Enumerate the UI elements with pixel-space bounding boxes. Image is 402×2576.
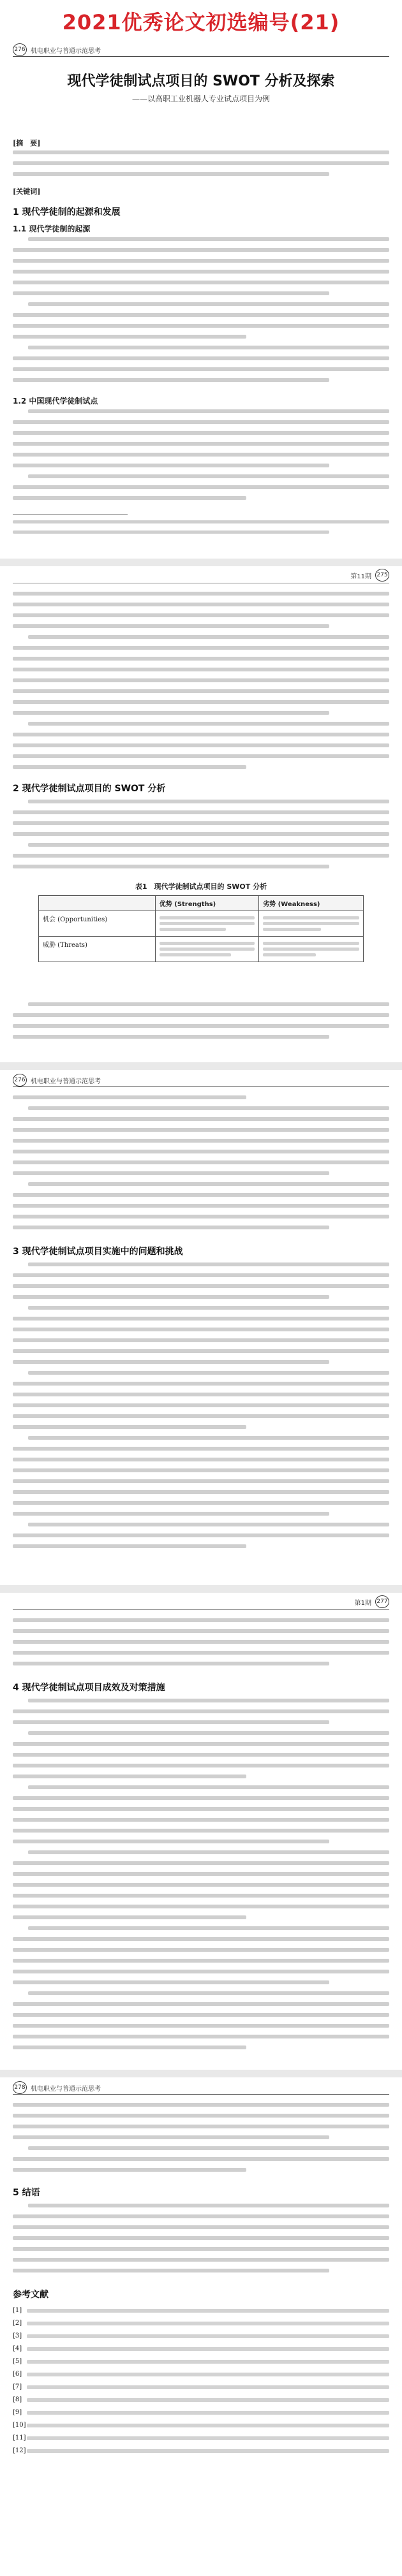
table-caption: 表1 现代学徒制试点项目的 SWOT 分析 [135,882,267,891]
running-head [13,42,389,57]
reference-item: [3] [13,2331,389,2341]
paragraph [13,1699,389,2056]
page-separator [0,1585,402,1593]
subsection-heading: 1.1 现代学徒制的起源 [13,224,91,233]
running-head [13,1595,389,1608]
paragraph [13,800,389,875]
reference-item: [1] [13,2306,389,2316]
swot-matrix [38,895,364,962]
page-number: 277 [375,1595,389,1608]
table-cell [155,937,258,962]
reference-item: [11] [13,2433,389,2443]
page-number: 276 [13,43,27,56]
paragraph [13,1262,389,1555]
journal-name: 机电职业与普通示范思考 [31,2086,101,2093]
table-cell [155,911,258,937]
abstract [13,138,389,149]
issue-label: 第11期 [350,573,371,580]
section-heading: 5 结语 [13,2188,40,2198]
table-header-corner [39,896,156,911]
page-3 [13,1072,389,1583]
table-header-weakness: 劣势 (Weakness) [259,896,364,911]
paragraph [13,1002,389,1046]
table-row [39,937,364,962]
page-separator [0,559,402,566]
article-subtitle: ——以高职工业机器人专业试点项目为例 [131,94,270,103]
running-head [13,569,389,582]
reference-item: [7] [13,2382,389,2392]
reference-item: [8] [13,2395,389,2405]
paragraph [13,2204,389,2280]
reference-list [13,2306,389,2459]
keywords [13,186,389,197]
abstract-label: [摘 要] [13,139,41,147]
footnote [13,520,389,541]
swot-table [38,881,364,962]
reference-item: [9] [13,2408,389,2418]
section-heading: 2 现代学徒制试点项目的 SWOT 分析 [13,784,166,794]
page-number: 276 [13,1074,27,1087]
subsection-heading: 1.2 中国现代学徒制试点 [13,397,98,406]
running-head [13,1072,389,1087]
row-label-opportunities: 机会 (Opportunities) [39,911,156,937]
journal-name: 机电职业与普通示范思考 [31,48,101,55]
article-title: 现代学徒制试点项目的 SWOT 分析及探索 [67,73,335,89]
page-2 [13,569,389,1060]
page-5 [13,2080,389,2571]
references-heading: 参考文献 [13,2290,48,2300]
reference-item: [10] [13,2420,389,2431]
table-header-strengths: 优势 (Strengths) [155,896,258,911]
section-heading: 4 现代学徒制试点项目成效及对策措施 [13,1683,165,1693]
paragraph [13,592,389,776]
reference-item: [4] [13,2344,389,2354]
page-number: 275 [375,569,389,582]
journal-name: 机电职业与普通示范思考 [31,1078,101,1085]
reference-item: [5] [13,2357,389,2367]
paragraph [13,237,389,389]
keywords-label: [关键词] [13,187,41,196]
page-4 [13,1595,389,2067]
header-rule [13,1609,389,1610]
paragraph [13,409,389,507]
page-separator [0,1062,402,1070]
row-label-threats: 威胁 (Threats) [39,937,156,962]
table-cell [259,937,364,962]
table-cell [259,911,364,937]
abstract-text [13,150,389,183]
running-head [13,2080,389,2095]
reference-item: [12] [13,2446,389,2456]
page-separator [0,2070,402,2077]
banner-title: 2021优秀论文初选编号(21) [62,10,340,34]
paragraph [13,1095,389,1236]
section-heading: 3 现代学徒制试点项目实施中的问题和挑战 [13,1247,183,1257]
footnote-divider [13,514,128,515]
reference-item: [2] [13,2318,389,2329]
paragraph [13,2103,389,2179]
table-row [39,911,364,937]
issue-label: 第1期 [354,1600,371,1607]
reference-item: [6] [13,2369,389,2380]
page-1 [13,42,389,556]
section-heading: 1 现代学徒制的起源和发展 [13,207,121,217]
page-number: 278 [13,2081,27,2094]
paragraph [13,1618,389,1672]
collection-banner [0,0,402,41]
